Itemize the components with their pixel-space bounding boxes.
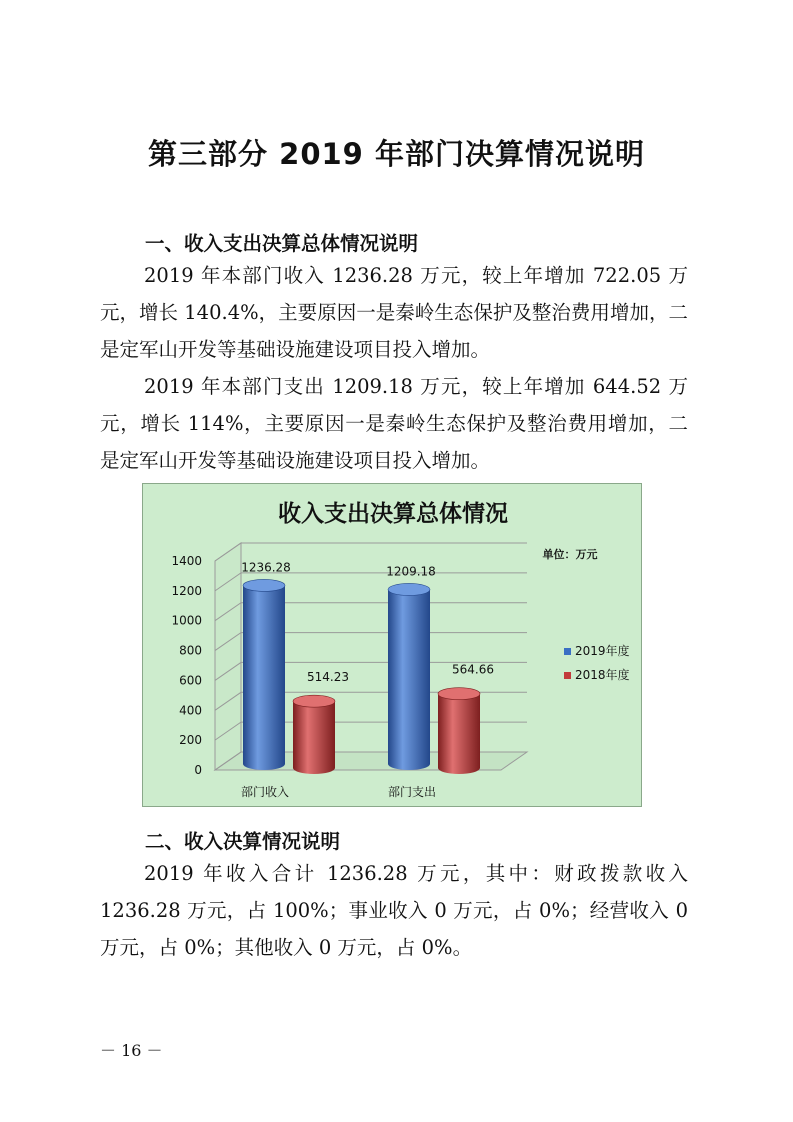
- y-tick-label: 200: [179, 733, 202, 748]
- legend-label: 2018年度: [575, 668, 630, 682]
- y-tick-label: 0: [194, 763, 202, 777]
- data-label: 564.66: [452, 662, 494, 677]
- x-category-label: 部门收入: [240, 785, 290, 799]
- section-heading-1: 一、收入支出决算总体情况说明: [145, 232, 419, 255]
- section-heading-2: 二、收入决算情况说明: [145, 830, 341, 853]
- y-tick-label: 1000: [171, 613, 202, 628]
- data-label: 514.23: [307, 670, 349, 685]
- bar-2019-expense: [388, 589, 430, 770]
- paragraph-income-detail: 2019 年收入合计 1236.28 万元，其中：财政拨款收入 1236.28 万元，占 100%；事业收入 0 万元，占 0%；经营收入 0 万元，占 0%；其他收入 0 万元，占 0%。: [100, 862, 688, 959]
- chart-side-wall: [215, 543, 241, 770]
- income-expense-chart: [143, 484, 643, 808]
- y-tick-label: 800: [179, 643, 202, 658]
- bar-2019-income: [243, 585, 285, 770]
- y-tick-label: 600: [179, 673, 202, 688]
- paragraph-expense-summary: 2019 年本部门支出 1209.18 万元，较上年增加 644.52 万元，增长 114%，主要原因一是秦岭生态保护及整治费用增加，二是定军山开发等基础设施建设项目投入增加。: [100, 375, 688, 472]
- chart-unit-label: 单位：万元: [542, 548, 598, 561]
- bar-2018-income: [293, 701, 335, 774]
- x-category-label: 部门支出: [387, 785, 437, 799]
- bar-top: [293, 695, 335, 707]
- bar-top: [243, 579, 285, 591]
- page-title: 第三部分 2019 年部门决算情况说明: [148, 137, 645, 171]
- chart-title: 收入支出决算总体情况: [278, 501, 508, 527]
- paragraph-income-summary: 2019 年本部门收入 1236.28 万元，较上年增加 722.05 万元，增长 140.4%，主要原因一是秦岭生态保护及整治费用增加，二是定军山开发等基础设施建设项目投入增加。: [100, 264, 688, 361]
- chart-container: [142, 483, 642, 807]
- bar-top: [438, 688, 480, 700]
- data-label: 1209.18: [386, 564, 436, 579]
- page-number: － 16 －: [100, 1041, 163, 1060]
- legend-label: 2019年度: [575, 644, 630, 658]
- bar-2018-expense: [438, 694, 480, 774]
- legend-swatch: [564, 672, 571, 679]
- y-tick-label: 1200: [171, 583, 202, 598]
- bar-top: [388, 583, 430, 595]
- y-tick-label: 1400: [171, 554, 202, 568]
- data-label: 1236.28: [241, 560, 291, 575]
- y-tick-label: 400: [179, 703, 202, 718]
- legend-swatch: [564, 648, 571, 655]
